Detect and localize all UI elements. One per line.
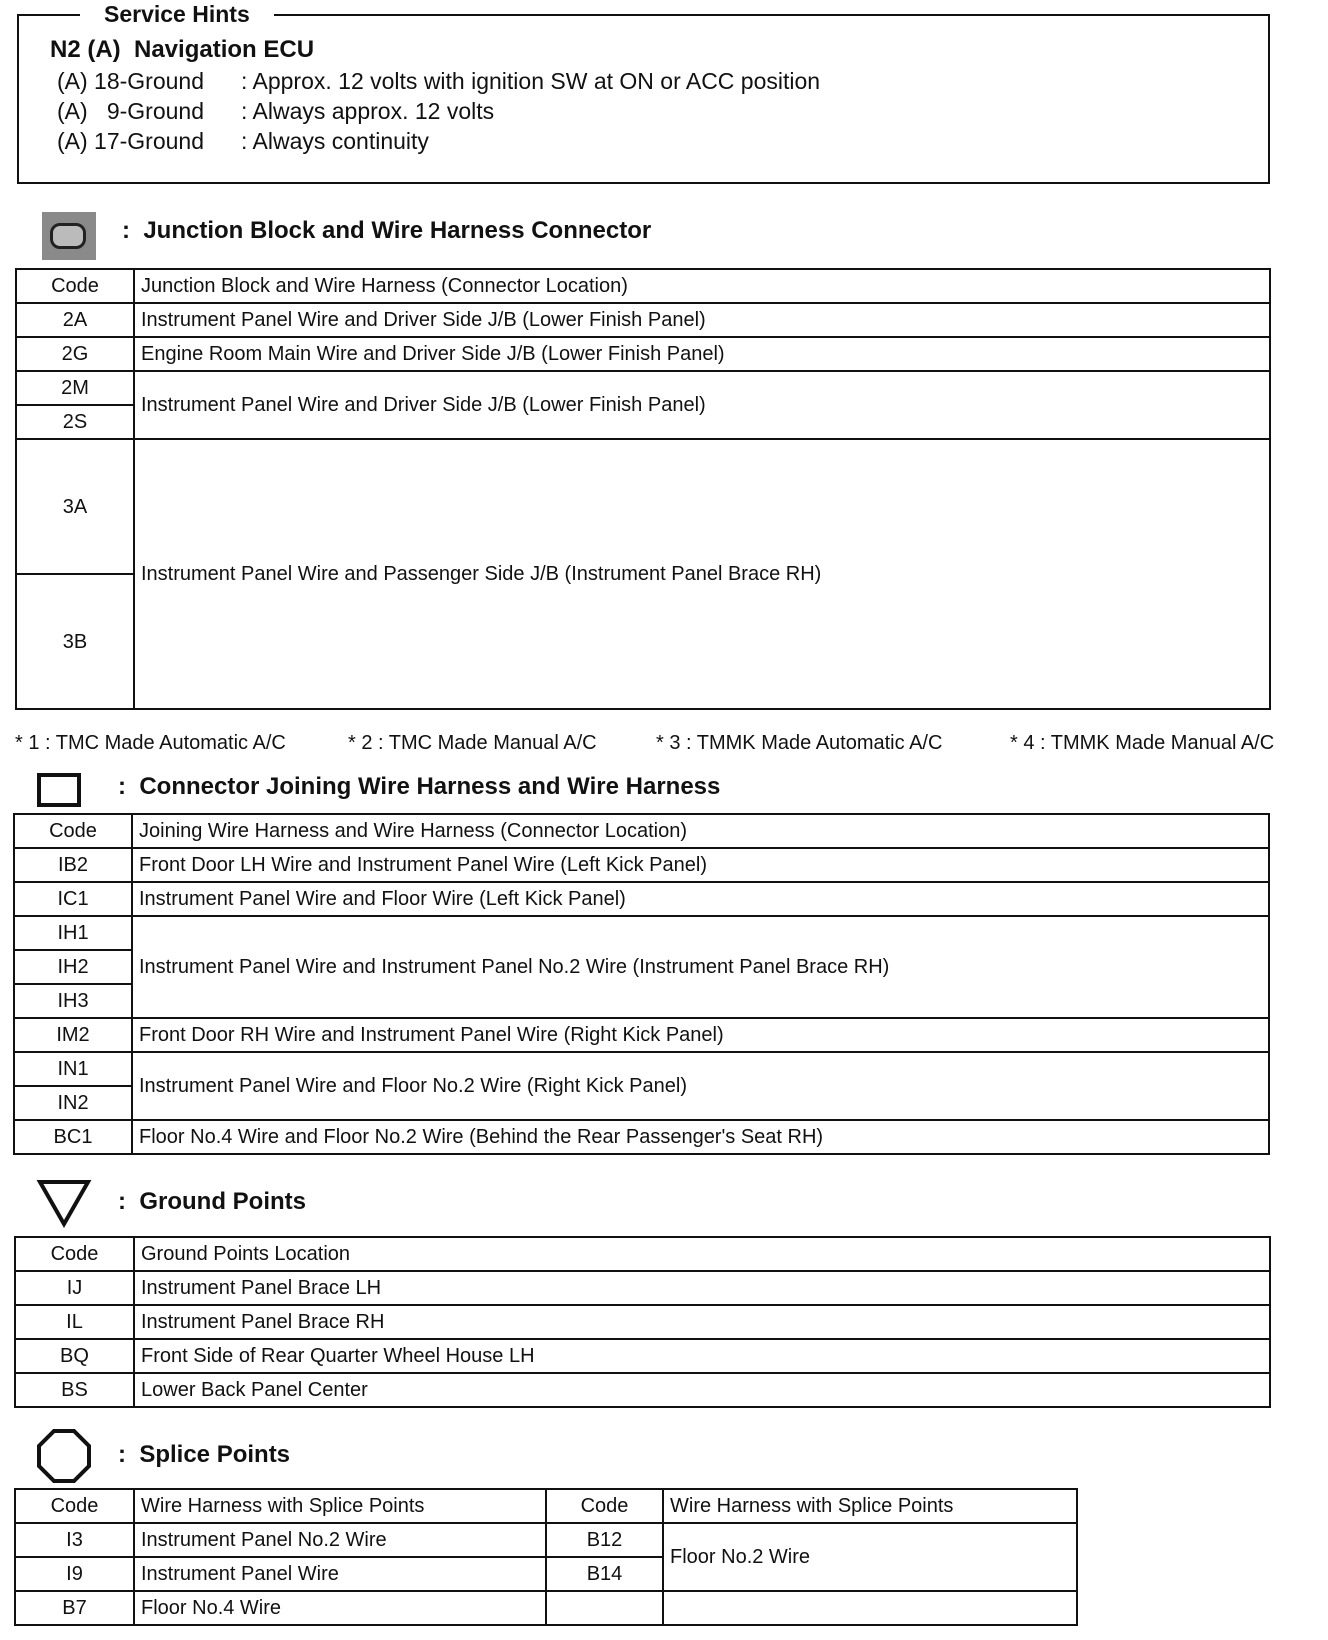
- table-row: [14, 1120, 1269, 1154]
- desc-cell: Instrument Panel Wire and Floor Wire (Left Kick Panel): [132, 882, 1269, 916]
- footnote: * 4 : TMMK Made Manual A/C: [1010, 732, 1275, 754]
- hint-desc: : Always continuity: [241, 128, 429, 154]
- junction-table: [15, 268, 1271, 710]
- header-desc-2: Wire Harness with Splice Points: [663, 1489, 1077, 1523]
- table-row: [16, 303, 1270, 337]
- navigation-ecu-heading: N2 (A) Navigation ECU: [50, 36, 315, 63]
- desc-cell: Floor No.4 Wire and Floor No.2 Wire (Behind the Rear Passenger's Seat RH): [132, 1120, 1269, 1154]
- footnote: * 1 : TMC Made Automatic A/C: [15, 732, 286, 754]
- table-row: [14, 916, 1269, 950]
- desc-cell: Front Door LH Wire and Instrument Panel Wire (Left Kick Panel): [132, 848, 1269, 882]
- hint-code: (A) 17-Ground: [57, 128, 205, 154]
- code-cell: 3A: [16, 439, 134, 574]
- hint-code: (A) 9-Ground: [57, 98, 204, 124]
- code-cell: BC1: [14, 1120, 132, 1154]
- empty-cell: [663, 1591, 1077, 1625]
- code-cell: IH2: [14, 950, 132, 984]
- desc-cell: Instrument Panel No.2 Wire: [134, 1523, 546, 1557]
- splice-table: [14, 1488, 1078, 1626]
- desc-cell: Instrument Panel Brace RH: [134, 1305, 1270, 1339]
- code-cell: IH3: [14, 984, 132, 1018]
- service-hints-title: Service Hints: [80, 0, 274, 28]
- hint-desc: : Always approx. 12 volts: [241, 98, 495, 124]
- hint-desc: : Approx. 12 volts with ignition SW at ON or ACC position: [241, 68, 821, 94]
- header-desc: Joining Wire Harness and Wire Harness (Connector Location): [132, 814, 1269, 848]
- table-row: [16, 337, 1270, 371]
- ground-triangle-icon: [36, 1178, 92, 1228]
- code-cell: IJ: [15, 1271, 134, 1305]
- hint-line: [57, 96, 820, 126]
- code-cell: BQ: [15, 1339, 134, 1373]
- code-cell: IM2: [14, 1018, 132, 1052]
- code-cell: BS: [15, 1373, 134, 1407]
- header-code-2: Code: [546, 1489, 663, 1523]
- code-cell: B7: [15, 1591, 134, 1625]
- code-cell: IC1: [14, 882, 132, 916]
- table-header-row: [16, 269, 1270, 303]
- junction-block-icon: [42, 212, 96, 260]
- table-row: [15, 1271, 1270, 1305]
- header-desc: Junction Block and Wire Harness (Connector Location): [134, 269, 1270, 303]
- table-row: [16, 439, 1270, 574]
- header-code: Code: [14, 814, 132, 848]
- header-desc: Wire Harness with Splice Points: [134, 1489, 546, 1523]
- table-row: [15, 1339, 1270, 1373]
- desc-cell: Front Side of Rear Quarter Wheel House LH: [134, 1339, 1270, 1373]
- table-header-row: [14, 814, 1269, 848]
- code-cell: I3: [15, 1523, 134, 1557]
- header-code: Code: [15, 1489, 134, 1523]
- table-row: [15, 1591, 1077, 1625]
- table-row: [16, 371, 1270, 405]
- empty-cell: [546, 1591, 663, 1625]
- desc-cell: Instrument Panel Wire and Passenger Side J/B (Instrument Panel Brace RH): [134, 439, 1270, 709]
- footnote: * 2 : TMC Made Manual A/C: [348, 732, 597, 754]
- desc-cell: Lower Back Panel Center: [134, 1373, 1270, 1407]
- code-cell: B14: [546, 1557, 663, 1591]
- connector-section-title: : Connector Joining Wire Harness and Wire Harness: [118, 773, 721, 800]
- desc-cell: Instrument Panel Wire and Floor No.2 Wire (Right Kick Panel): [132, 1052, 1269, 1120]
- service-hints-list: [57, 66, 820, 156]
- code-cell: 2M: [16, 371, 134, 405]
- code-cell: IN1: [14, 1052, 132, 1086]
- connector-square-icon: [36, 772, 82, 808]
- table-row: [14, 848, 1269, 882]
- desc-cell: Floor No.2 Wire: [663, 1523, 1077, 1591]
- table-header-row: [15, 1237, 1270, 1271]
- hint-line: [57, 66, 820, 96]
- hint-line: [57, 126, 820, 156]
- ground-table: [14, 1236, 1271, 1408]
- desc-cell: Front Door RH Wire and Instrument Panel Wire (Right Kick Panel): [132, 1018, 1269, 1052]
- desc-cell: Floor No.4 Wire: [134, 1591, 546, 1625]
- table-row: [14, 1052, 1269, 1086]
- desc-cell: Instrument Panel Wire: [134, 1557, 546, 1591]
- junction-section-title: : Junction Block and Wire Harness Connector: [122, 217, 652, 244]
- code-cell: IB2: [14, 848, 132, 882]
- table-row: [14, 882, 1269, 916]
- code-cell: IN2: [14, 1086, 132, 1120]
- footnote: * 3 : TMMK Made Automatic A/C: [656, 732, 943, 754]
- header-code: Code: [15, 1237, 134, 1271]
- header-code: Code: [16, 269, 134, 303]
- code-cell: 3B: [16, 574, 134, 709]
- code-cell: 2A: [16, 303, 134, 337]
- code-cell: IL: [15, 1305, 134, 1339]
- connector-table: [13, 813, 1270, 1155]
- table-header-row: [15, 1489, 1077, 1523]
- table-row: [15, 1523, 1077, 1557]
- table-row: [15, 1305, 1270, 1339]
- code-cell: 2S: [16, 405, 134, 439]
- splice-octagon-icon: [36, 1428, 92, 1484]
- code-cell: B12: [546, 1523, 663, 1557]
- desc-cell: Instrument Panel Wire and Driver Side J/B (Lower Finish Panel): [134, 303, 1270, 337]
- table-row: [14, 1018, 1269, 1052]
- hint-code: (A) 18-Ground: [57, 68, 205, 94]
- desc-cell: Instrument Panel Wire and Instrument Panel No.2 Wire (Instrument Panel Brace RH): [132, 916, 1269, 1018]
- code-cell: I9: [15, 1557, 134, 1591]
- code-cell: IH1: [14, 916, 132, 950]
- desc-cell: Instrument Panel Wire and Driver Side J/B (Lower Finish Panel): [134, 371, 1270, 439]
- code-cell: 2G: [16, 337, 134, 371]
- table-row: [15, 1373, 1270, 1407]
- desc-cell: Instrument Panel Brace LH: [134, 1271, 1270, 1305]
- desc-cell: Engine Room Main Wire and Driver Side J/B (Lower Finish Panel): [134, 337, 1270, 371]
- header-desc: Ground Points Location: [134, 1237, 1270, 1271]
- splice-section-title: : Splice Points: [118, 1441, 291, 1468]
- ground-section-title: : Ground Points: [118, 1188, 306, 1215]
